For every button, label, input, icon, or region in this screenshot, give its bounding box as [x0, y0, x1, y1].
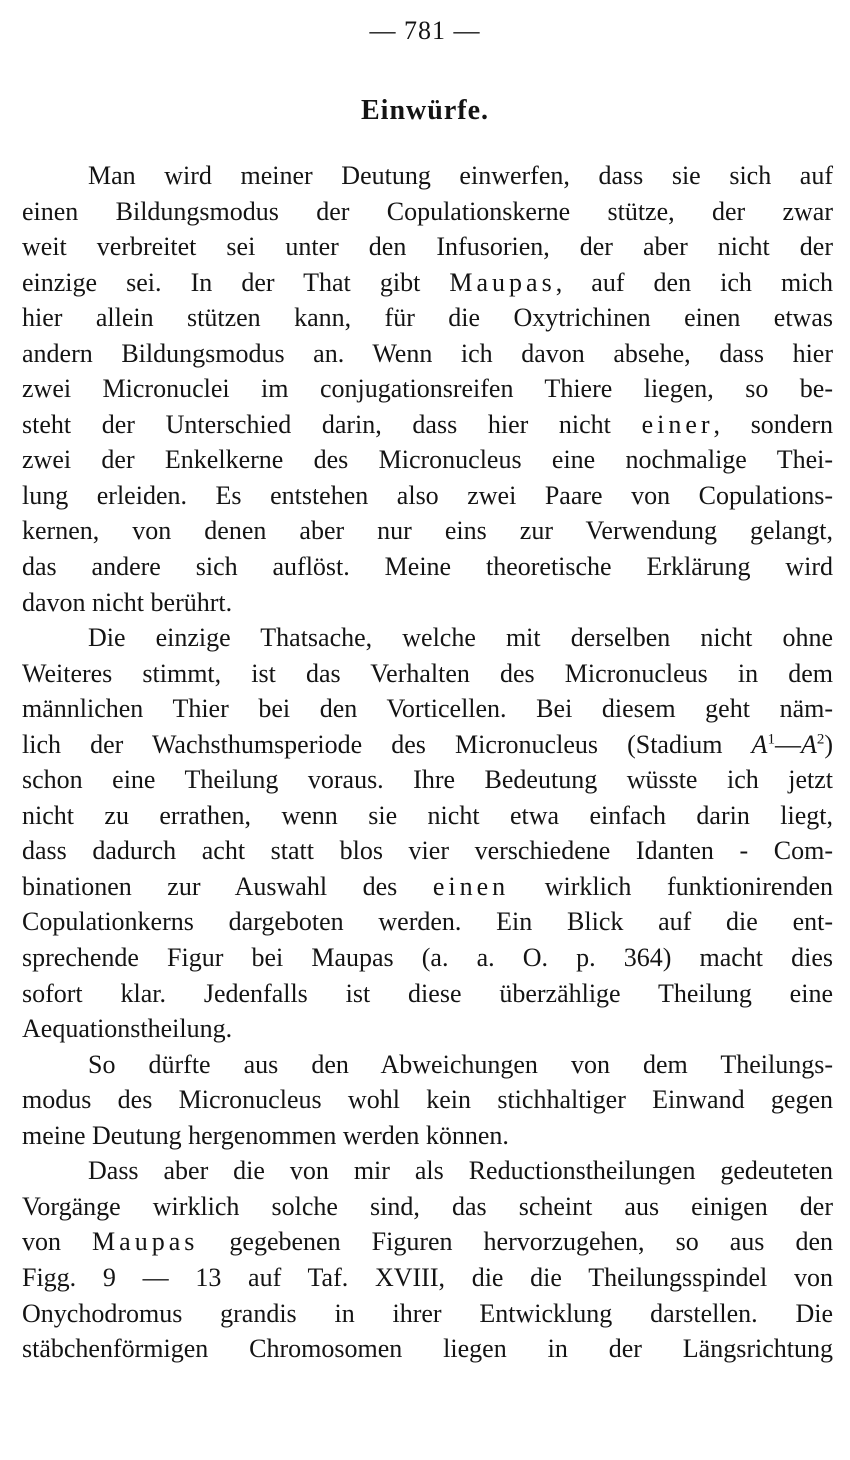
emphasis-word: einer [641, 409, 714, 439]
text-segment: binationen zur Auswahl des [22, 871, 398, 901]
text-line: Figg. 9 — 13 auf Taf. XVIII, die die Theilungsspindel von [22, 1262, 833, 1292]
text-segment: von [22, 1227, 61, 1257]
text-line: Onychodromus grandis in ihrer Entwicklung darstellen. Die [22, 1298, 833, 1328]
text-line: andern Bildungsmodus an. Wenn ich davon absehe, dass hier [22, 338, 833, 368]
text-line: einen Bildungsmodus der Copulationskerne stütze, der zwar [22, 196, 833, 226]
text-line: zwei der Enkelkerne des Micronucleus eine nochmalige Thei- [22, 445, 833, 475]
text-segment: gegebenen Figuren hervorzugehen, so aus den [229, 1227, 833, 1257]
text-line: Weiteres stimmt, ist das Verhalten des Micronucleus in dem [22, 658, 833, 688]
text-line [22, 727, 833, 763]
text-line: meine Deutung hergenommen werden können. [22, 1120, 509, 1150]
text-line: nicht zu errathen, wenn sie nicht etwa einfach darin liegt, [22, 800, 833, 830]
text-line: So dürfte aus den Abweichungen von dem Theilungs- [88, 1049, 833, 1079]
text-line: modus des Micronucleus wohl kein stichhaltiger Einwand gegen [22, 1085, 833, 1115]
page-number: — 781 — [369, 16, 481, 45]
section-heading: Einwürfe. [361, 95, 489, 126]
text-line: dass dadurch acht statt blos vier verschiedene Idanten - Com- [22, 836, 833, 866]
text-segment: steht der Unterschied darin, dass hier nicht [22, 409, 611, 439]
text-line [22, 407, 833, 443]
text-line: stäbchenförmigen Chromosomen liegen in der Längsrichtung [22, 1334, 833, 1364]
text-line: weit verbreitet sei unter den Infusorien, der aber nicht der [22, 232, 833, 262]
author-name: Maupas [92, 1227, 199, 1257]
body-text [22, 158, 833, 1367]
text-line: kernen, von denen aber nur eins zur Verwendung gelangt, [22, 516, 833, 546]
text-segment: einzige sei. In der That gibt [22, 267, 421, 297]
text-segment: , sondern [713, 409, 834, 439]
text-line: Vorgänge wirklich solche sind, das scheint aus einigen der [22, 1191, 833, 1221]
text-line: Die einzige Thatsache, welche mit derselben nicht ohne [88, 623, 833, 653]
text-line: Aequationstheilung. [22, 1014, 233, 1044]
text-line [22, 265, 833, 301]
text-line: hier allein stützen kann, für die Oxytrichinen einen etwas [22, 303, 833, 333]
text-segment: wirklich funktionirenden [544, 871, 834, 901]
text-line: davon nicht berührt. [22, 587, 233, 617]
emphasis-word: einen [432, 871, 510, 901]
text-line: sofort klar. Jedenfalls ist diese überzählige Theilung eine [22, 978, 833, 1008]
text-line [22, 869, 833, 905]
text-line: Man wird meiner Deutung einwerfen, dass sie sich auf [88, 161, 833, 190]
text-line: Dass aber die von mir als Reductionstheilungen gedeuteten [88, 1156, 833, 1186]
text-line: sprechende Figur bei Maupas (a. a. O. p. 364) macht dies [22, 943, 833, 973]
text-segment: lich der Wachsthumsperiode des Micronucleus (Stadium [22, 729, 723, 759]
text-line: zwei Micronuclei im conjugationsreifen Thiere liegen, so be- [22, 374, 833, 404]
text-line: männlichen Thier bei den Vorticellen. Bei diesem geht näm- [22, 694, 833, 724]
text-segment: , auf den ich mich [555, 267, 833, 297]
text-line: lung erleiden. Es entstehen also zwei Paare von Copulations- [22, 480, 833, 510]
text-line: Copulationkerns dargeboten werden. Ein Blick auf die ent- [22, 907, 833, 937]
author-name: Maupas [449, 267, 556, 297]
text-line [22, 1224, 833, 1260]
text-line: das andere sich auflöst. Meine theoretische Erklärung wird [22, 552, 833, 582]
stadium-formula: $A^1—A^2$) [751, 729, 833, 759]
text-line: schon eine Theilung voraus. Ihre Bedeutung wüsste ich jetzt [22, 765, 833, 795]
